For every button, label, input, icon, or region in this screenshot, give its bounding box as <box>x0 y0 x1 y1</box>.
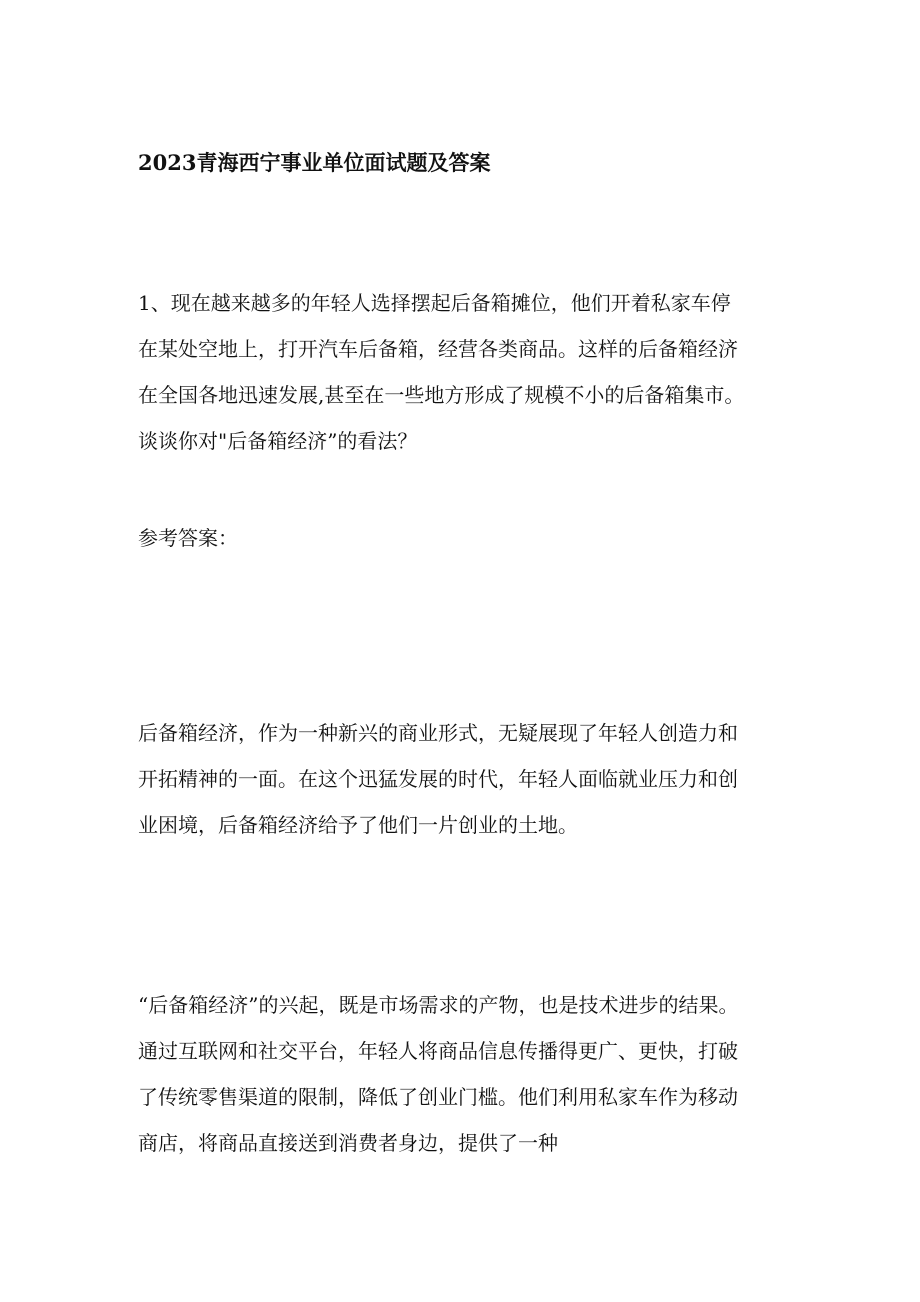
question-line: 在某处空地上，打开汽车后备箱，经营各类商品。这样的后备箱经济 <box>138 337 738 361</box>
answer-label-paragraph <box>138 515 788 561</box>
question-line: 1、现在越来越多的年轻人选择摆起后备箱摊位，他们开着私家车停 <box>138 291 731 315</box>
answer-paragraph-1 <box>138 710 788 848</box>
answer-line: 后备箱经济，作为一种新兴的商业形式，无疑展现了年轻人创造力和 <box>138 721 738 745</box>
question-paragraph <box>138 280 788 464</box>
answer-line: 商店，将商品直接送到消费者身边，提供了一种 <box>138 1131 558 1155</box>
answer-line: 业困境，后备箱经济给予了他们一片创业的土地。 <box>138 813 578 837</box>
question-line: 谈谈你对"后备箱经济”的看法？ <box>138 429 418 453</box>
document-title: 2023青海西宁事业单位面试题及答案 <box>138 150 491 175</box>
answer-paragraph-2 <box>138 982 788 1166</box>
answer-line: 开拓精神的一面。在这个迅猛发展的时代，年轻人面临就业压力和创 <box>138 767 738 791</box>
answer-line: 了传统零售渠道的限制，降低了创业门槛。他们利用私家车作为移动 <box>138 1085 738 1109</box>
answer-line: “后备箱经济”的兴起，既是市场需求的产物，也是技术进步的结果。 <box>138 993 739 1017</box>
answer-line: 通过互联网和社交平台，年轻人将商品信息传播得更广、更快，打破 <box>138 1039 738 1063</box>
answer-label: 参考答案： <box>138 526 238 550</box>
question-line: 在全国各地迅速发展,甚至在一些地方形成了规模不小的后备箱集市。 <box>138 383 745 407</box>
